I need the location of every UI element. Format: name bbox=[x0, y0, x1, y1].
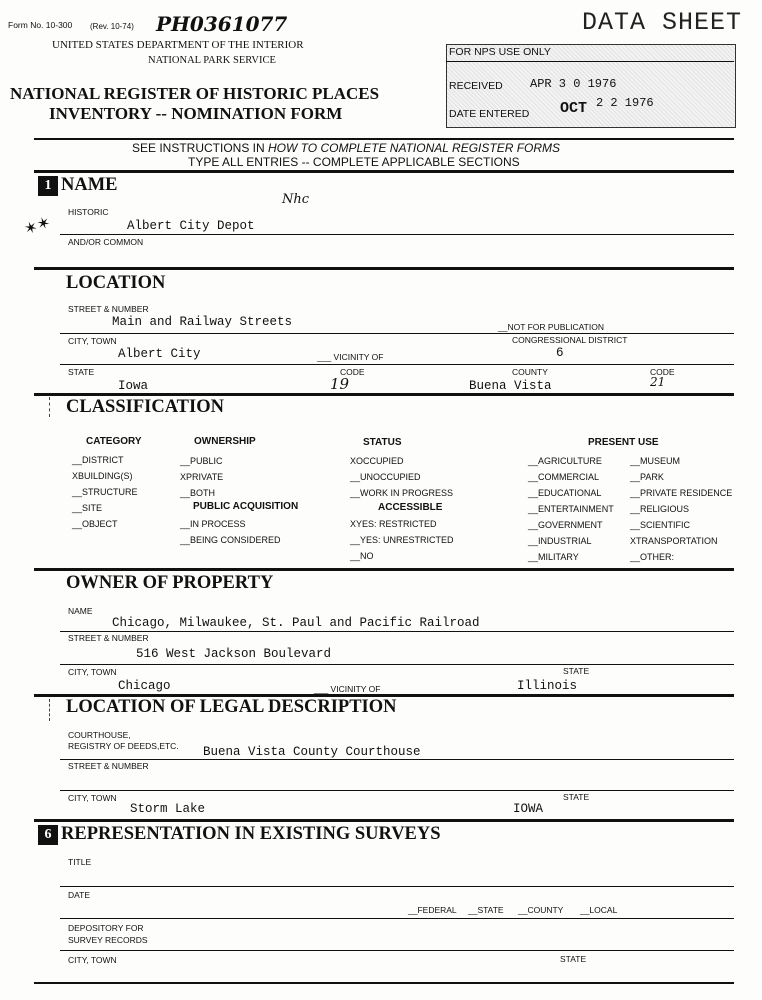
status-work-in-progress[interactable]: __WORK IN PROGRESS bbox=[350, 488, 454, 498]
owner-street-value[interactable]: 516 West Jackson Boulevard bbox=[136, 647, 332, 661]
acquisition-in-process[interactable]: __IN PROCESS bbox=[180, 519, 246, 529]
ownership-header: OWNERSHIP bbox=[194, 436, 256, 447]
state-label: STATE bbox=[68, 367, 95, 377]
courthouse-label-2: REGISTRY OF DEEDS,ETC. bbox=[68, 741, 179, 751]
use-other[interactable]: __OTHER: bbox=[630, 552, 675, 562]
margin-mark: ✶✶ bbox=[22, 213, 54, 240]
state-value[interactable]: Iowa bbox=[118, 379, 149, 393]
accessible-yes-restricted[interactable]: XYES: RESTRICTED bbox=[350, 519, 437, 529]
ownership-both[interactable]: __BOTH bbox=[180, 488, 216, 498]
historic-label: HISTORIC bbox=[68, 207, 109, 217]
street-value[interactable]: Main and Railway Streets bbox=[112, 315, 293, 329]
legal-city-value[interactable]: Storm Lake bbox=[130, 802, 206, 816]
category-buildings[interactable]: XBUILDING(S) bbox=[72, 471, 133, 481]
city-value[interactable]: Albert City bbox=[118, 347, 201, 361]
use-commercial[interactable]: __COMMERCIAL bbox=[528, 472, 600, 482]
category-object[interactable]: __OBJECT bbox=[72, 519, 118, 529]
owner-street-label: STREET & NUMBER bbox=[68, 633, 149, 643]
owner-city-label: CITY, TOWN bbox=[68, 667, 117, 677]
category-structure[interactable]: __STRUCTURE bbox=[72, 487, 138, 497]
date-entered-day-year: 2 2 1976 bbox=[596, 96, 654, 110]
status-header: STATUS bbox=[363, 437, 402, 448]
present-use-header: PRESENT USE bbox=[588, 437, 659, 448]
public-acquisition-header: PUBLIC ACQUISITION bbox=[193, 501, 299, 512]
courthouse-label-1: COURTHOUSE, bbox=[68, 730, 131, 740]
not-for-publication[interactable]: __NOT FOR PUBLICATION bbox=[498, 322, 604, 332]
county-code-value[interactable]: 21 bbox=[650, 375, 666, 389]
date-entered-label: DATE ENTERED bbox=[449, 108, 530, 120]
use-military[interactable]: __MILITARY bbox=[528, 552, 579, 562]
survey-date-label: DATE bbox=[68, 890, 91, 900]
form-number: Form No. 10-300 bbox=[8, 20, 73, 30]
instructions-line2: TYPE ALL ENTRIES -- COMPLETE APPLICABLE SECTIONS bbox=[188, 155, 520, 169]
service: NATIONAL PARK SERVICE bbox=[148, 55, 276, 66]
received-label: RECEIVED bbox=[449, 80, 503, 92]
use-government[interactable]: __GOVERNMENT bbox=[528, 520, 603, 530]
use-scientific[interactable]: __SCIENTIFIC bbox=[630, 520, 691, 530]
accessible-yes-unrestricted[interactable]: __YES: UNRESTRICTED bbox=[350, 535, 454, 545]
use-transportation[interactable]: XTRANSPORTATION bbox=[630, 536, 718, 546]
department: UNITED STATES DEPARTMENT OF THE INTERIOR bbox=[52, 39, 304, 51]
date-entered-month: OCT bbox=[560, 100, 588, 117]
nps-header: FOR NPS USE ONLY bbox=[449, 46, 551, 58]
use-religious[interactable]: __RELIGIOUS bbox=[630, 504, 690, 514]
survey-level-county[interactable]: __COUNTY bbox=[518, 905, 564, 915]
congressional-district-label: CONGRESSIONAL DISTRICT bbox=[512, 335, 628, 345]
ownership-public[interactable]: __PUBLIC bbox=[180, 456, 223, 466]
depository-label-1: DEPOSITORY FOR bbox=[68, 923, 144, 933]
use-educational[interactable]: __EDUCATIONAL bbox=[528, 488, 602, 498]
received-date: APR 3 0 1976 bbox=[530, 77, 617, 91]
category-district[interactable]: __DISTRICT bbox=[72, 455, 124, 465]
accessible-no[interactable]: __NO bbox=[350, 551, 374, 561]
status-unoccupied[interactable]: __UNOCCUPIED bbox=[350, 472, 421, 482]
use-private-residence[interactable]: __PRIVATE RESIDENCE bbox=[630, 488, 733, 498]
depository-label-2: SURVEY RECORDS bbox=[68, 935, 148, 945]
owner-name-label: NAME bbox=[68, 606, 93, 616]
section-legal-heading: LOCATION OF LEGAL DESCRIPTION bbox=[66, 697, 397, 717]
category-site[interactable]: __SITE bbox=[72, 503, 103, 513]
owner-city-value[interactable]: Chicago bbox=[118, 679, 171, 693]
legal-state-value[interactable]: IOWA bbox=[513, 802, 544, 816]
common-name-label: AND/OR COMMON bbox=[68, 237, 144, 247]
street-label: STREET & NUMBER bbox=[68, 304, 149, 314]
form-revision: (Rev. 10-74) bbox=[90, 22, 134, 31]
form-title-line2: INVENTORY -- NOMINATION FORM bbox=[49, 104, 343, 123]
category-header: CATEGORY bbox=[86, 436, 142, 447]
use-agriculture[interactable]: __AGRICULTURE bbox=[528, 456, 602, 466]
survey-level-federal[interactable]: __FEDERAL bbox=[408, 905, 457, 915]
state-code-value[interactable]: 19 bbox=[330, 375, 350, 393]
use-park[interactable]: __PARK bbox=[630, 472, 664, 482]
form-title-line1: NATIONAL REGISTER OF HISTORIC PLACES bbox=[10, 84, 380, 103]
county-code-label: CODE bbox=[650, 367, 675, 377]
county-label: COUNTY bbox=[512, 367, 548, 377]
owner-state-value[interactable]: Illinois bbox=[517, 679, 578, 693]
acquisition-being-considered[interactable]: __BEING CONSIDERED bbox=[180, 535, 281, 545]
instructions-line1: SEE INSTRUCTIONS IN HOW TO COMPLETE NATIONAL REGISTER FORMS bbox=[132, 141, 561, 155]
use-industrial[interactable]: __INDUSTRIAL bbox=[528, 536, 592, 546]
section-classification-heading: CLASSIFICATION bbox=[66, 397, 224, 417]
historic-name-value[interactable]: Albert City Depot bbox=[127, 219, 255, 233]
section-number-6: 6 bbox=[38, 825, 58, 845]
vicinity-of-label: ___ VICINITY OF bbox=[317, 352, 384, 362]
code-label: CODE bbox=[340, 367, 365, 377]
section-number: 1 bbox=[38, 176, 58, 196]
congressional-district-value[interactable]: 6 bbox=[556, 346, 564, 360]
survey-title-label: TITLE bbox=[68, 857, 92, 867]
section-location-heading: LOCATION bbox=[66, 273, 166, 293]
survey-level-state[interactable]: __STATE bbox=[468, 905, 504, 915]
courthouse-value[interactable]: Buena Vista County Courthouse bbox=[203, 745, 421, 759]
section-owner-heading: OWNER OF PROPERTY bbox=[66, 573, 274, 593]
legal-street-label: STREET & NUMBER bbox=[68, 761, 149, 771]
survey-level-local[interactable]: __LOCAL bbox=[580, 905, 618, 915]
owner-name-value[interactable]: Chicago, Milwaukee, St. Paul and Pacific Railroad bbox=[112, 616, 480, 630]
section-name-heading: 1 NAME bbox=[38, 175, 118, 196]
owner-vicinity-of-label: ___ VICINITY OF bbox=[314, 684, 381, 694]
county-value[interactable]: Buena Vista bbox=[469, 379, 552, 393]
owner-state-label: STATE bbox=[563, 666, 590, 676]
status-occupied[interactable]: XOCCUPIED bbox=[350, 456, 404, 466]
handwritten-id: PH0361077 bbox=[156, 12, 288, 36]
legal-city-label: CITY, TOWN bbox=[68, 793, 117, 803]
reviewer-initials: Nhc bbox=[282, 192, 310, 207]
city-label: CITY, TOWN bbox=[68, 336, 117, 346]
survey-city-label: CITY, TOWN bbox=[68, 955, 117, 965]
use-museum[interactable]: __MUSEUM bbox=[630, 456, 681, 466]
accessible-header: ACCESSIBLE bbox=[378, 502, 443, 513]
legal-state-label: STATE bbox=[563, 792, 590, 802]
ownership-private[interactable]: XPRIVATE bbox=[180, 472, 224, 482]
data-sheet-stamp: DATA SHEET bbox=[582, 8, 743, 37]
use-entertainment[interactable]: __ENTERTAINMENT bbox=[528, 504, 614, 514]
survey-state-label: STATE bbox=[560, 954, 587, 964]
section-surveys-heading: 6 REPRESENTATION IN EXISTING SURVEYS bbox=[38, 824, 441, 845]
